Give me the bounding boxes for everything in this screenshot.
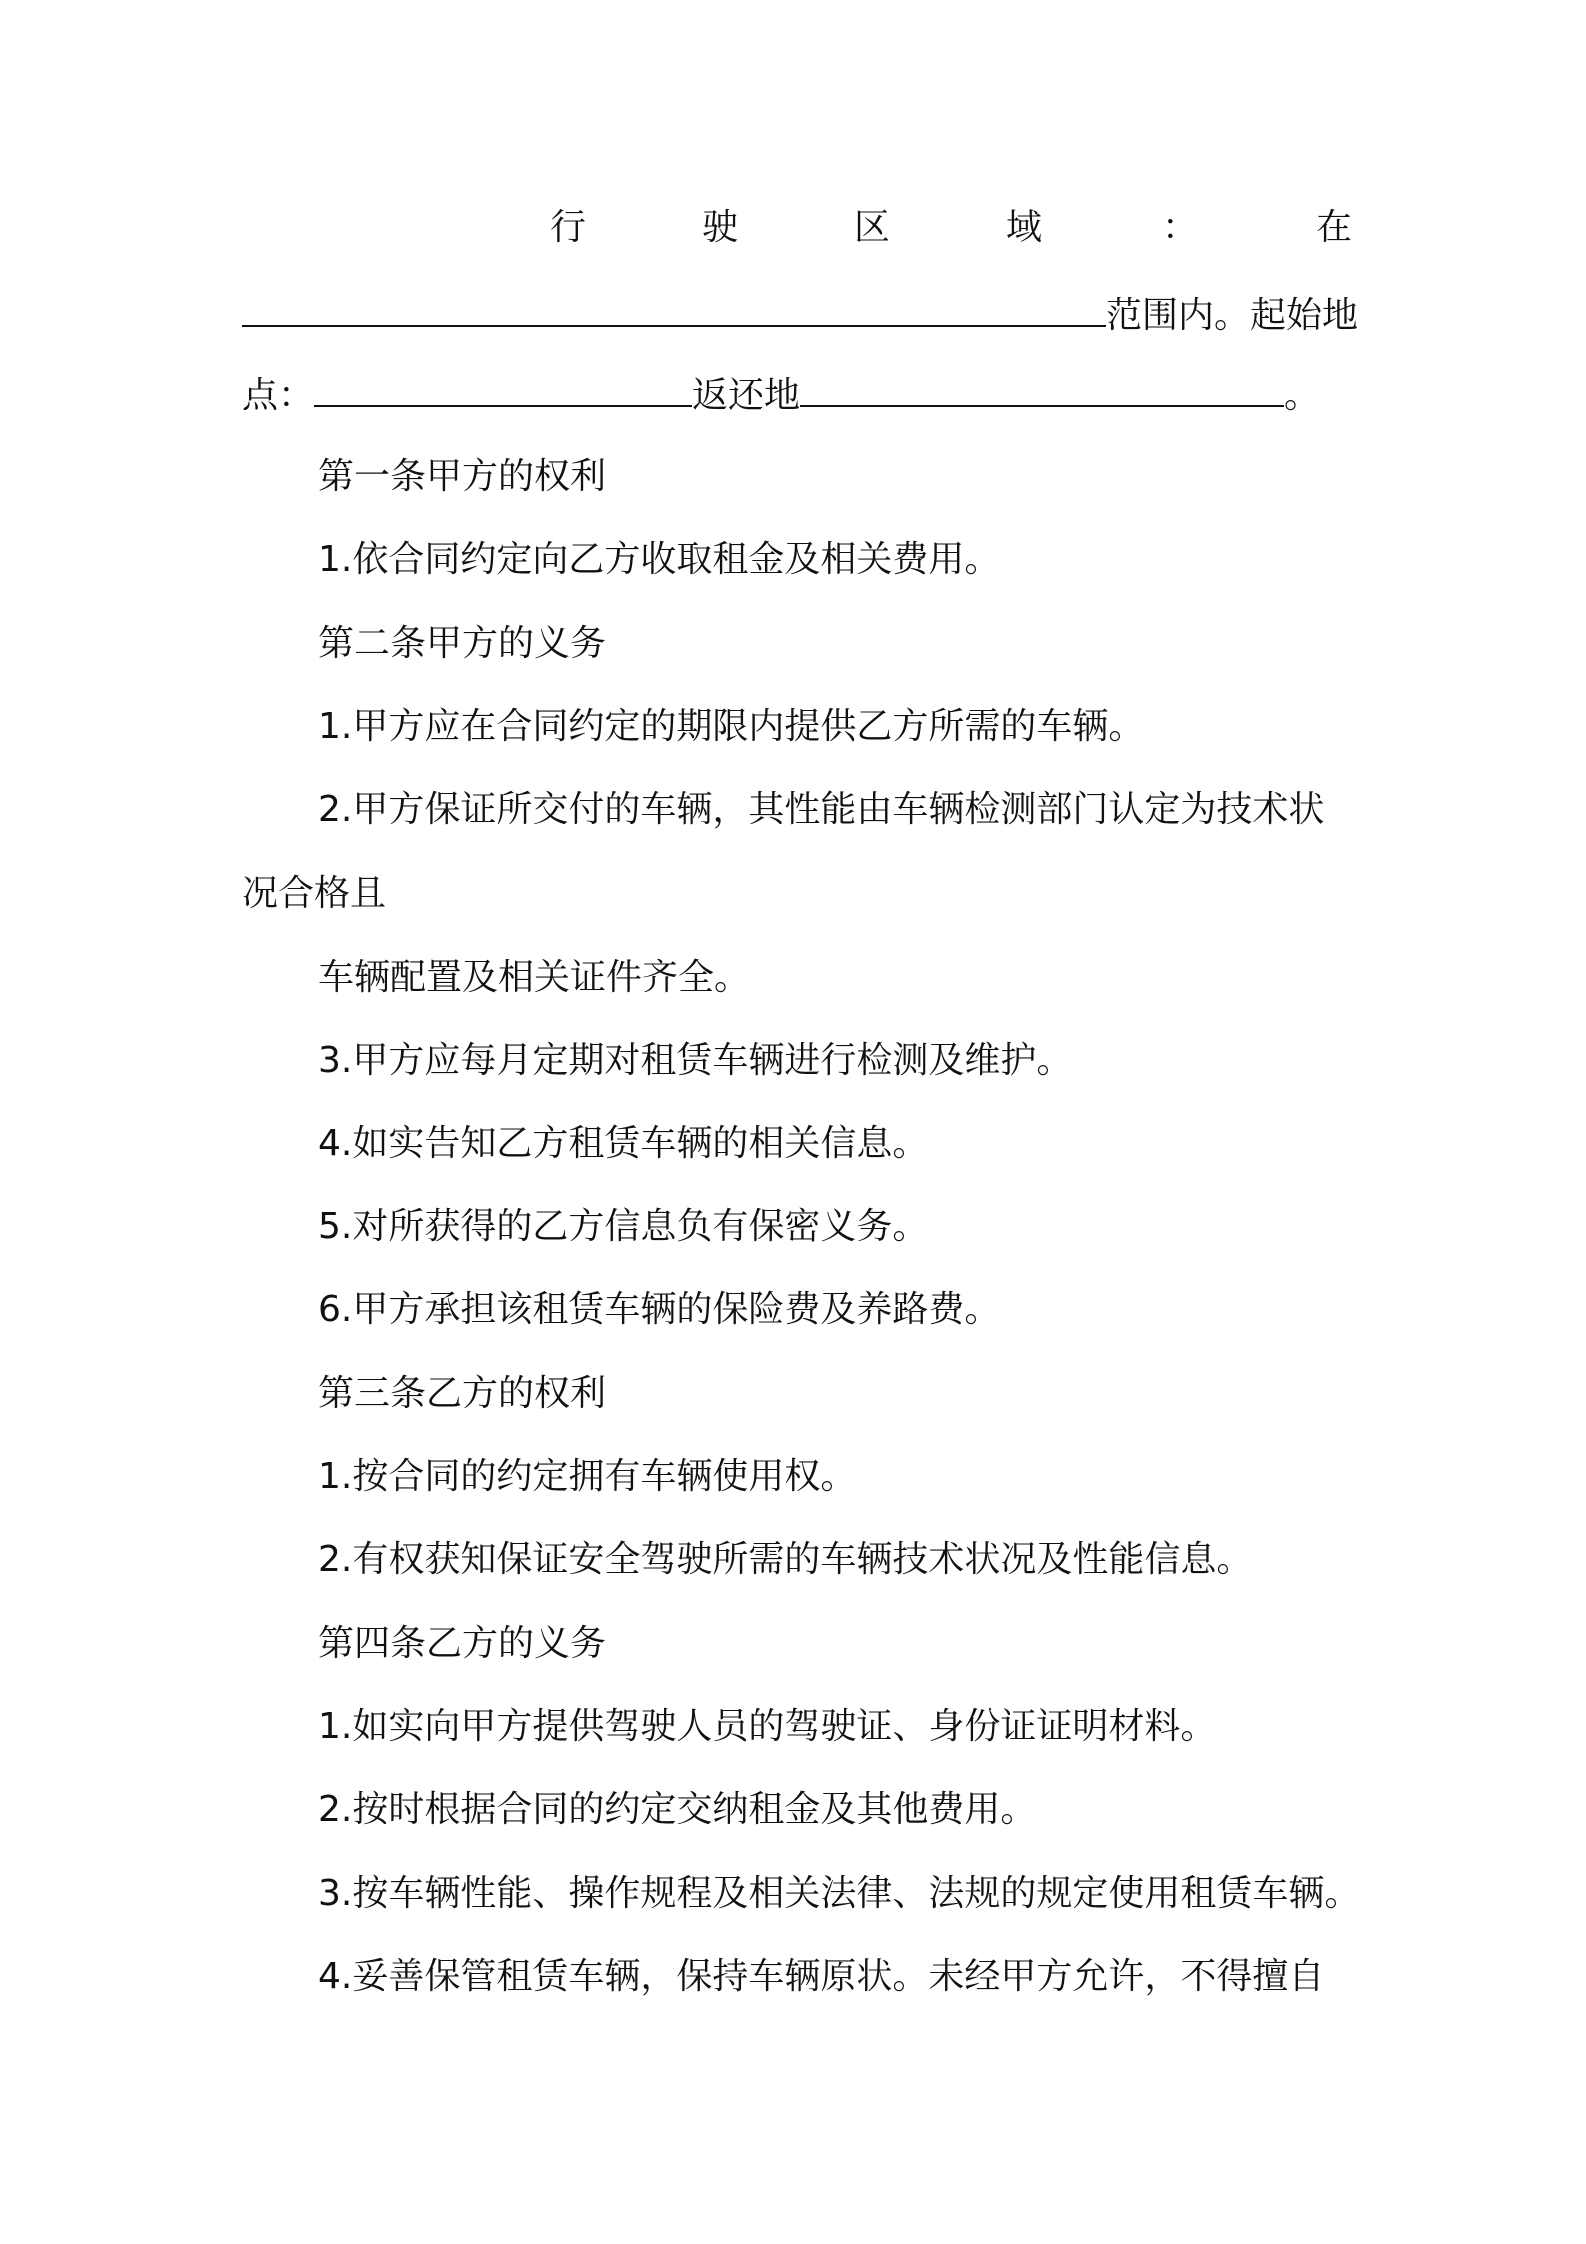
clause-item: 1.按合同的约定拥有车辆使用权。: [318, 1456, 857, 1497]
clause-heading: 第三条乙方的权利: [318, 1373, 607, 1414]
range-line: [242, 285, 1359, 345]
clause-item: 2.有权获知保证安全驾驶所需的车辆技术状况及性能信息。: [318, 1539, 1253, 1580]
clause-item: 3.甲方应每月定期对租赁车辆进行检测及维护。: [318, 1040, 1073, 1081]
driving-area-char: ：: [1162, 207, 1199, 248]
clause-item-continued: 车辆配置及相关证件齐全。: [318, 957, 751, 998]
clause-item: 5.对所获得的乙方信息负有保密义务。: [318, 1206, 929, 1247]
origin-blank: [314, 365, 692, 407]
clause-item: 1.甲方应在合同约定的期限内提供乙方所需的车辆。: [318, 706, 1145, 747]
origin-prefix: 点：: [242, 375, 315, 416]
clause-item: 1.依合同约定向乙方收取租金及相关费用。: [318, 539, 1001, 580]
range-blank: [242, 285, 1106, 327]
return-blank: [800, 365, 1284, 407]
driving-area-char: 域: [1006, 207, 1043, 248]
return-label: 返还地: [692, 375, 801, 416]
clause-heading: 第二条甲方的义务: [318, 623, 607, 664]
origin-return-line: [242, 365, 1352, 425]
range-suffix: 范围内。起始地: [1106, 295, 1359, 336]
driving-area-char: 在: [1316, 207, 1353, 248]
clause-item: 4.妥善保管租赁车辆，保持车辆原状。未经甲方允许，不得擅自: [318, 1956, 1325, 1997]
clause-item: 4.如实告知乙方租赁车辆的相关信息。: [318, 1123, 929, 1164]
clause-item-continued: 况合格且: [242, 873, 387, 914]
clause-item: 2.甲方保证所交付的车辆，其性能由车辆检测部门认定为技术状: [318, 789, 1325, 830]
clause-item: 6.甲方承担该租赁车辆的保险费及养路费。: [318, 1289, 1001, 1330]
origin-suffix: 。: [1284, 375, 1321, 416]
clause-item: 3.按车辆性能、操作规程及相关法律、法规的规定使用租赁车辆。: [318, 1873, 1361, 1914]
clause-heading: 第一条甲方的权利: [318, 456, 607, 497]
clause-item: 1.如实向甲方提供驾驶人员的驾驶证、身份证证明材料。: [318, 1706, 1217, 1747]
clause-heading: 第四条乙方的义务: [318, 1623, 607, 1664]
driving-area-char: 区: [854, 207, 891, 248]
driving-area-line: [242, 198, 1352, 258]
driving-area-char: 驶: [702, 207, 739, 248]
driving-area-char: 行: [550, 207, 587, 248]
clause-item: 2.按时根据合同的约定交纳租金及其他费用。: [318, 1789, 1037, 1830]
